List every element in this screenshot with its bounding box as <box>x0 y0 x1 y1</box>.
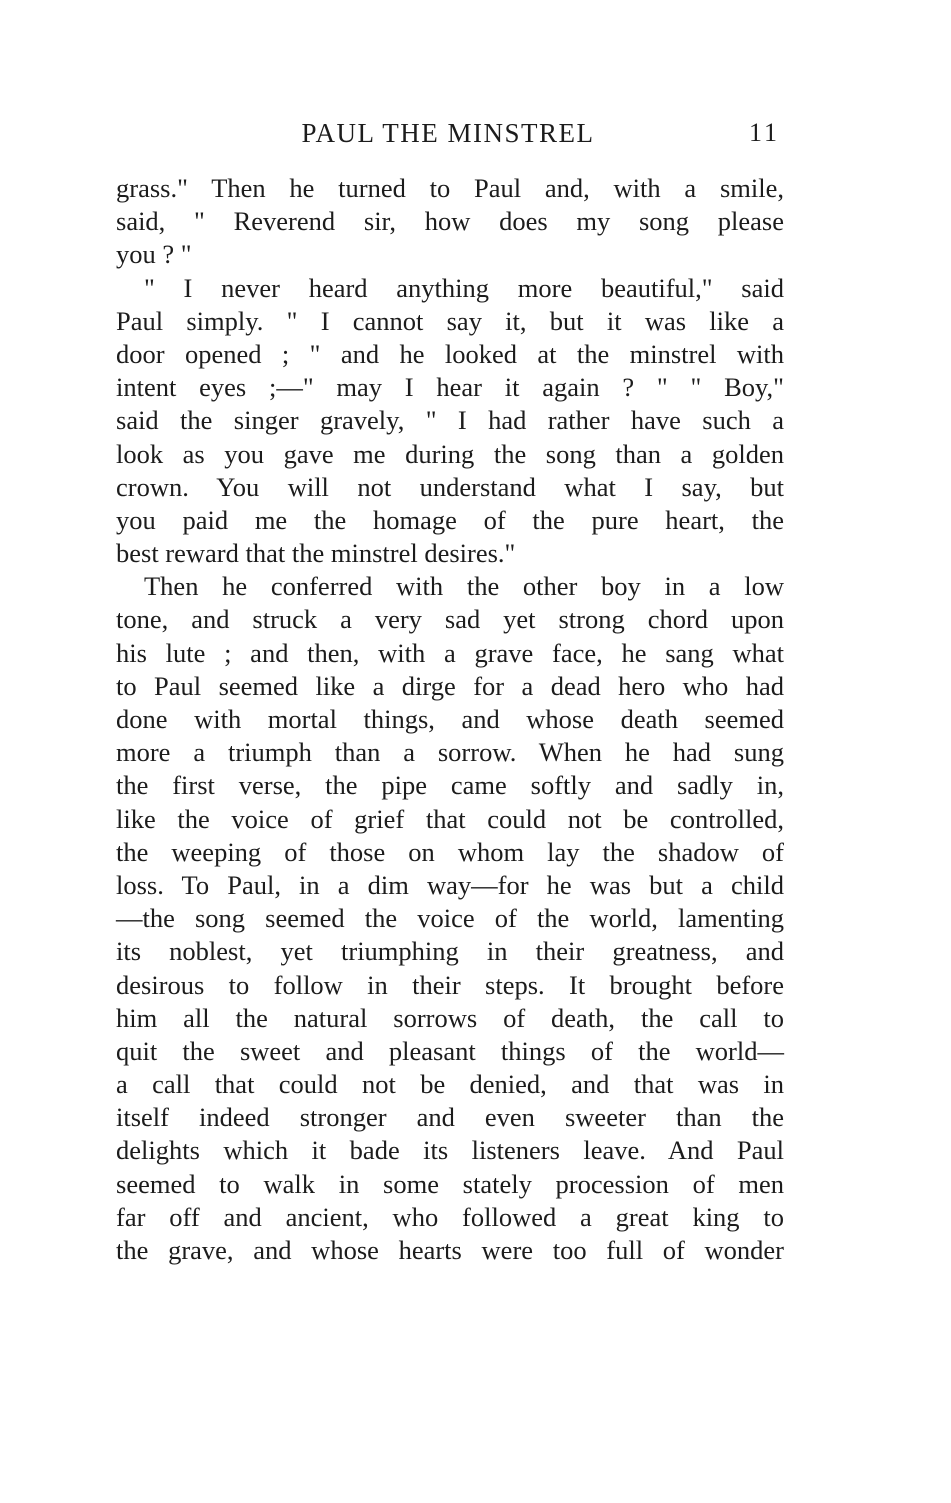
text-line: seemed to walk in some stately procession of men <box>116 1168 784 1199</box>
text-line: delights which it bade its listeners leave. And Paul <box>116 1135 784 1166</box>
text-line: more a triumph than a sorrow. When he had sung <box>116 737 784 768</box>
text-line: Paul simply. " I cannot say it, but it was like a <box>116 305 784 336</box>
page-number: 11 <box>748 118 780 147</box>
text-line: the weeping of those on whom lay the shadow of <box>116 836 784 867</box>
text-line: the first verse, the pipe came softly and sadly in, <box>116 770 784 801</box>
text-line: him all the natural sorrows of death, the call to <box>116 1002 784 1033</box>
text-line: tone, and struck a very sad yet strong chord upon <box>116 604 784 635</box>
text-line: done with mortal things, and whose death seemed <box>116 704 784 734</box>
text-line: his lute ; and then, with a grave face, he sang what <box>116 637 784 668</box>
text-line: Then he conferred with the other boy in a low <box>144 571 784 602</box>
text-line: to Paul seemed like a dirge for a dead hero who had <box>116 670 784 701</box>
text-line: door opened ; " and he looked at the minstrel with <box>116 338 784 369</box>
text-line: look as you gave me during the song than a golden <box>116 438 784 469</box>
body-text <box>116 172 784 1267</box>
text-line: " I never heard anything more beautiful," said <box>144 272 784 303</box>
text-line: you paid me the homage of the pure heart, the <box>116 504 784 535</box>
text-line: a call that could not be denied, and that was in <box>116 1069 784 1100</box>
text-line: you ? " <box>116 239 192 270</box>
text-line: desirous to follow in their steps. It brought before <box>116 969 784 1000</box>
text-line: said, " Reverend sir, how does my song please <box>116 206 784 237</box>
text-line: the grave, and whose hearts were too full of wonder <box>116 1235 784 1265</box>
running-title: PAUL THE MINSTREL <box>301 118 595 148</box>
text-line: intent eyes ;—" may I hear it again ? " " Boy," <box>116 372 784 403</box>
text-line: —the song seemed the voice of the world, lamenting <box>116 903 784 934</box>
text-line: loss. To Paul, in a dim way—for he was but a child <box>116 869 784 900</box>
text-line: quit the sweet and pleasant things of the world— <box>116 1035 784 1066</box>
text-line: itself indeed stronger and even sweeter than the <box>116 1102 784 1133</box>
text-line: far off and ancient, who followed a great king to <box>116 1201 784 1232</box>
text-line: crown. You will not understand what I say, but <box>116 471 784 502</box>
text-line: said the singer gravely, " I had rather have such a <box>116 405 784 436</box>
text-line: its noblest, yet triumphing in their greatness, and <box>116 936 784 967</box>
text-line: like the voice of grief that could not be controlled, <box>116 803 784 834</box>
text-line: best reward that the minstrel desires." <box>116 538 516 569</box>
page-header <box>116 115 780 151</box>
text-line: grass." Then he turned to Paul and, with a smile, <box>116 173 784 203</box>
